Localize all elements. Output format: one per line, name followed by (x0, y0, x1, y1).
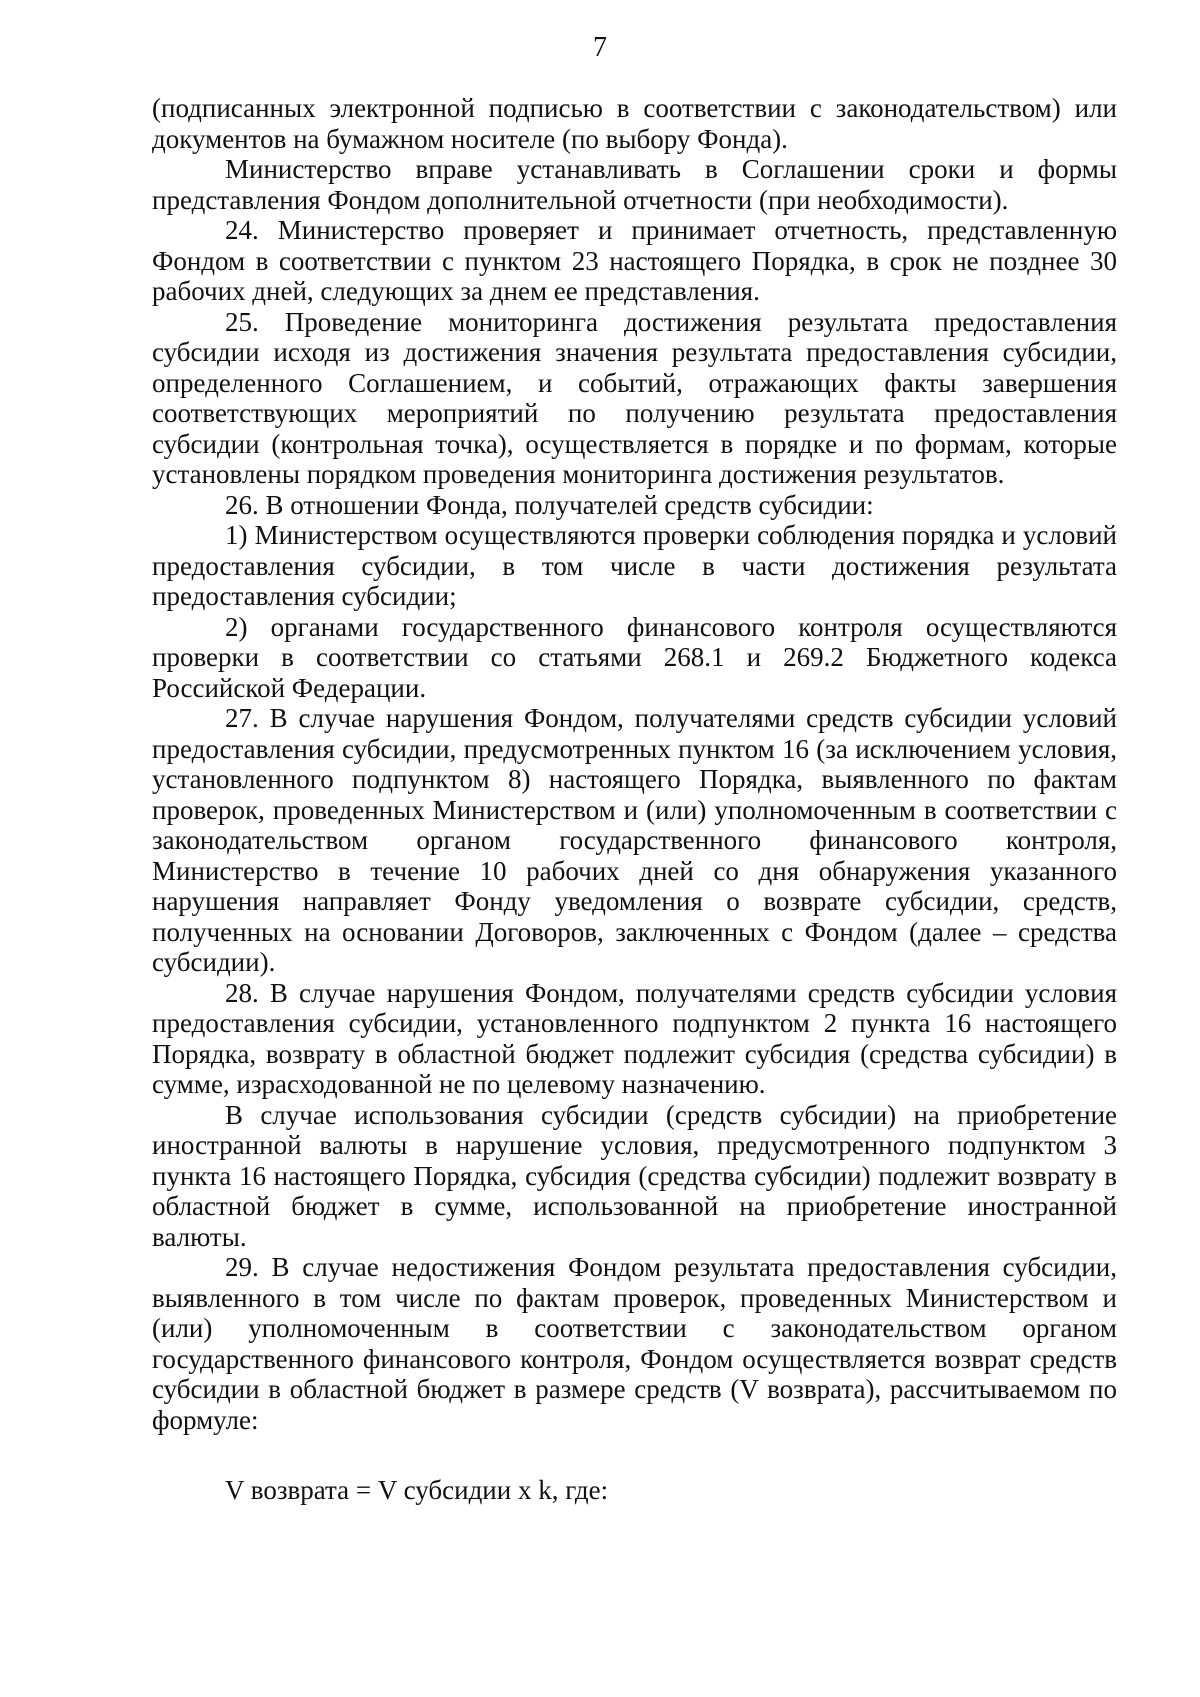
page-number: 7 (593, 32, 607, 63)
paragraph-additional-reporting: Министерство вправе устанавливать в Соглашении сроки и формы представления Фондом дополнительной отчетности (при необходимости). (152, 154, 1117, 215)
paragraph-continuation: (подписанных электронной подписью в соответствии с законодательством) или документов на бумажном носителе (по выбору Фонда). (152, 93, 1117, 154)
paragraph-26-item-2: 2) органами государственного финансового контроля осуществляются проверки в соответствии со статьями 268.1 и 269.2 Бюджетного кодекса Российской Федерации. (152, 611, 1117, 703)
paragraph-28: 28. В случае нарушения Фондом, получателями средств субсидии условия предоставления субсидии, установленного подпунктом 2 пункта 16 настоящего Порядка, возврату в областной бюджет подлежит субсидия (средства субсидии) в сумме, израсходованной не по целевому назначению. (152, 977, 1117, 1099)
paragraph-foreign-currency: В случае использования субсидии (средств субсидии) на приобретение иностранной валюты в нарушение условия, предусмотренного подпунктом 3 пункта 16 настоящего Порядка, субсидия (средства субсидии) подлежит возврату в областной бюджет в сумме, использованной на приобретение иностранной валюты. (152, 1099, 1117, 1252)
return-formula: V возврата = V субсидии x k, где: (225, 1475, 609, 1505)
paragraph-24: 24. Министерство проверяет и принимает отчетность, представленную Фондом в соответствии с пунктом 23 настоящего Порядка, в срок не позднее 30 рабочих дней, следующих за днем ее представления. (152, 215, 1117, 306)
document-body (152, 93, 1117, 1506)
paragraph-26-item-1: 1) Министерством осуществляются проверки соблюдения порядка и условий предоставления субсидии, в том числе в части достижения результата предоставления субсидии; (152, 520, 1117, 611)
paragraph-25: 25. Проведение мониторинга достижения результата предоставления субсидии исходя из достижения значения результата предоставления субсидии, определенного Соглашением, и событий, отражающих факты завершения соответствующих мероприятий по получению результата предоставления субсидии (контрольная точка), осуществляется в порядке и по формам, которые установлены порядком проведения мониторинга достижения результатов. (152, 306, 1117, 489)
paragraph-27: 27. В случае нарушения Фондом, получателями средств субсидии условий предоставления субсидии, предусмотренных пунктом 16 (за исключением условия, установленного подпунктом 8) настоящего Порядка, выявленного по фактам проверок, проведенных Министерством и (или) уполномоченным в соответствии с законодательством органом государственного финансового контроля, Министерство в течение 10 рабочих дней со дня обнаружения указанного нарушения направляет Фонду уведомления о возврате субсидии, средств, полученных на основании Договоров, заключенных с Фондом (далее – средства субсидии). (152, 703, 1117, 977)
paragraph-29: 29. В случае недостижения Фондом результата предоставления субсидии, выявленного в том числе по фактам проверок, проведенных Министерством и (или) уполномоченным в соответствии с законодательством органом государственного финансового контроля, Фондом осуществляется возврат средств субсидии в областной бюджет в размере средств (V возврата), рассчитываемом по формуле: (152, 1252, 1117, 1435)
paragraph-26: 26. В отношении Фонда, получателей средств субсидии: (225, 489, 874, 520)
